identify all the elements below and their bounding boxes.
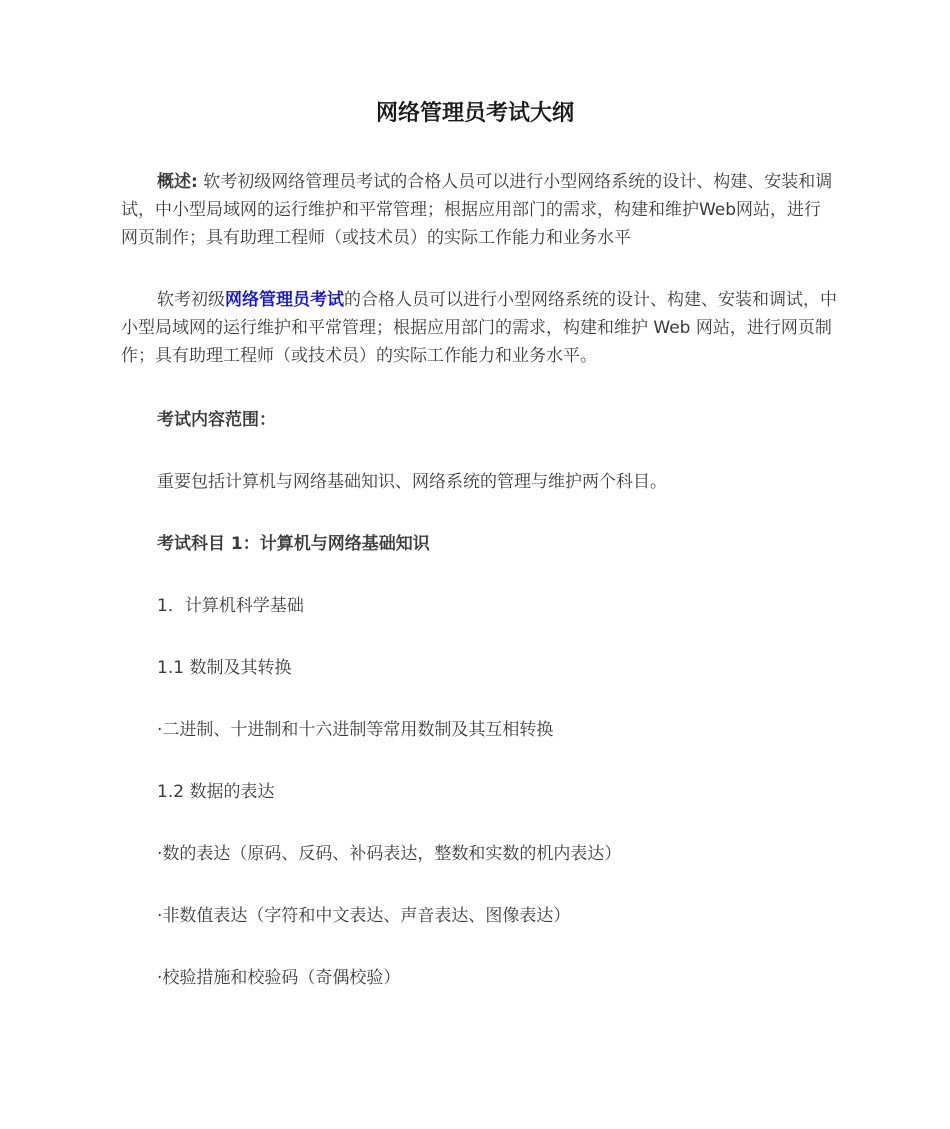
- subject1-heading: 考试科目 1：计算机与网络基础知识: [157, 534, 430, 554]
- overview-label: 概述:: [157, 172, 198, 192]
- section-heading-1-2: 1.2 数据的表达: [157, 782, 275, 802]
- exam-link[interactable]: 网络管理员考试: [225, 290, 344, 310]
- bullet-item-2: ·数的表达（原码、反码、补码表达，整数和实数的机内表达）: [157, 844, 622, 864]
- scope-text: 重要包括计算机与网络基础知识、网络系统的管理与维护两个科目。: [157, 472, 667, 492]
- intro-prefix: 软考初级: [157, 290, 225, 310]
- section-heading-1-1: 1.1 数制及其转换: [157, 658, 292, 678]
- scope-heading: 考试内容范围：: [157, 410, 276, 430]
- overview-text: 软考初级网络管理员考试的合格人员可以进行小型网络系统的设计、构建、安装和调试，中小型局域网的运行维护和平常管理；根据应用部门的需求，构建和维护Web网站，进行网页制作；具有助理工程师（或技术员）的实际工作能力和业务水平: [121, 172, 833, 248]
- overview-paragraph: [121, 168, 837, 252]
- page-title: 网络管理员考试大纲: [375, 101, 574, 126]
- section-heading-1: 1．计算机科学基础: [157, 596, 304, 616]
- intro-suffix: 的合格人员可以进行小型网络系统的设计、构建、安装和调试，中小型局域网的运行维护和平常管理；根据应用部门的需求，构建和维护 Web 网站，进行网页制作；具有助理工程师（或技术员）的实际工作能力和业务水平。: [121, 290, 837, 366]
- bullet-item-1: ·二进制、十进制和十六进制等常用数制及其互相转换: [157, 720, 554, 740]
- intro-paragraph: [121, 286, 837, 370]
- bullet-item-3: ·非数值表达（字符和中文表达、声音表达、图像表达）: [157, 906, 571, 926]
- bullet-item-4: ·校验措施和校验码（奇偶校验）: [157, 968, 401, 988]
